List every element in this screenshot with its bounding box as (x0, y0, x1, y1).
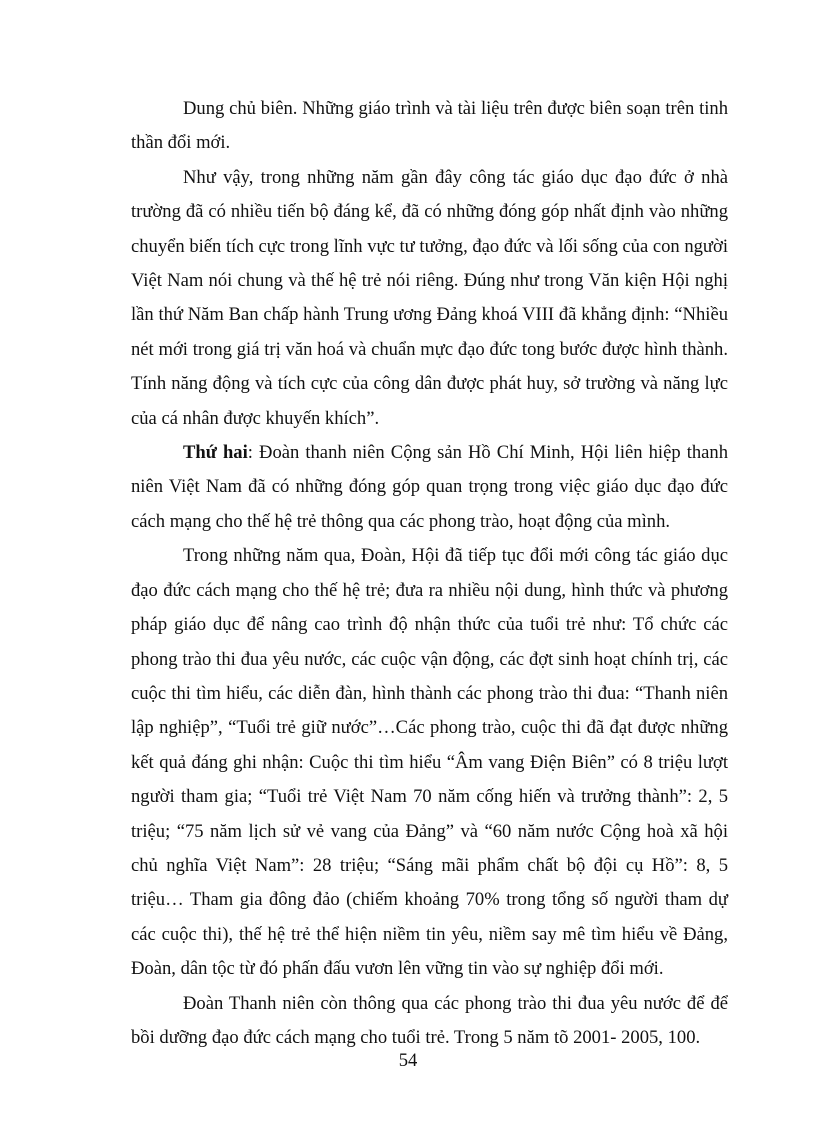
paragraph-thu-hai (131, 436, 728, 539)
paragraph-text: : Đoàn thanh niên Cộng sản Hồ Chí Minh, Hội liên hiệp thanh niên Việt Nam đã có những đóng góp quan trọng trong việc giáo dục đạo đức cách mạng cho thế hệ trẻ thông qua các phong trào, hoạt động của mình. (131, 442, 729, 532)
page-number: 54 (398, 1050, 418, 1071)
paragraph: Như vậy, trong những năm gần đây công tác giáo dục đạo đức ở nhà trường đã có nhiều tiến bộ đáng kể, đã có những đóng góp nhất định vào những chuyển biến tích cực trong lĩnh vực tư tưởng, đạo đức và lối sống của con người Việt Nam nói chung và thế hệ trẻ nói riêng. Đúng như trong Văn kiện Hội nghị lần thứ Năm Ban chấp hành Trung ương Đảng khoá VIII đã khẳng định: “Nhiều nét mới trong giá trị văn hoá và chuẩn mực đạo đức tong bước được hình thành. Tính năng động và tích cực của công dân được phát huy, sở trường và năng lực của cá nhân được khuyến khích”. (131, 166, 729, 429)
paragraph-lead-bold: Thứ hai (183, 442, 248, 464)
paragraph-continuation: Dung chủ biên. Những giáo trình và tài liệu trên được biên soạn trên tinh thần đổi mới. (131, 98, 728, 154)
paragraph: Trong những năm qua, Đoàn, Hội đã tiếp tục đổi mới công tác giáo dục đạo đức cách mạng cho thế hệ trẻ; đưa ra nhiều nội dung, hình thức và phương pháp giáo dục để nâng cao trình độ nhận thức của tuổi trẻ như: Tổ chức các phong trào thi đua yêu nước, các cuộc vận động, các đợt sinh hoạt chính trị, các cuộc thi tìm hiểu, các diễn đàn, hình thành các phong trào thi đua: “Thanh niên lập nghiệp”, “Tuổi trẻ giữ nước”…Các phong trào, cuộc thi đã đạt được những kết quả đáng ghi nhận: Cuộc thi tìm hiểu “Âm vang Điện Biên” có 8 triệu lượt người tham gia; “Tuổi trẻ Việt Nam 70 năm cống hiến và trưởng thành”: 2, 5 triệu; “75 năm lịch sử vẻ vang của Đảng” và “60 năm nước Cộng hoà xã hội chủ nghĩa Việt Nam”: 28 triệu; “Sáng mãi phẩm chất bộ đội cụ Hồ”: 8, 5 triệu… Tham gia đông đảo (chiếm khoảng 70% trong tổng số người tham dự các cuộc thi), thế hệ trẻ thể hiện niềm tin yêu, niềm say mê tìm hiểu về Đảng, Đoàn, dân tộc từ đó phấn đấu vươn lên vững tin vào sự nghiệp đổi mới. (131, 545, 728, 980)
body-text (131, 92, 728, 1055)
paragraph: Đoàn Thanh niên còn thông qua các phong trào thi đua yêu nước để để bồi dưỡng đạo đức cách mạng cho tuổi trẻ. Trong 5 năm tõ 2001- 2005, 100. (131, 992, 728, 1048)
